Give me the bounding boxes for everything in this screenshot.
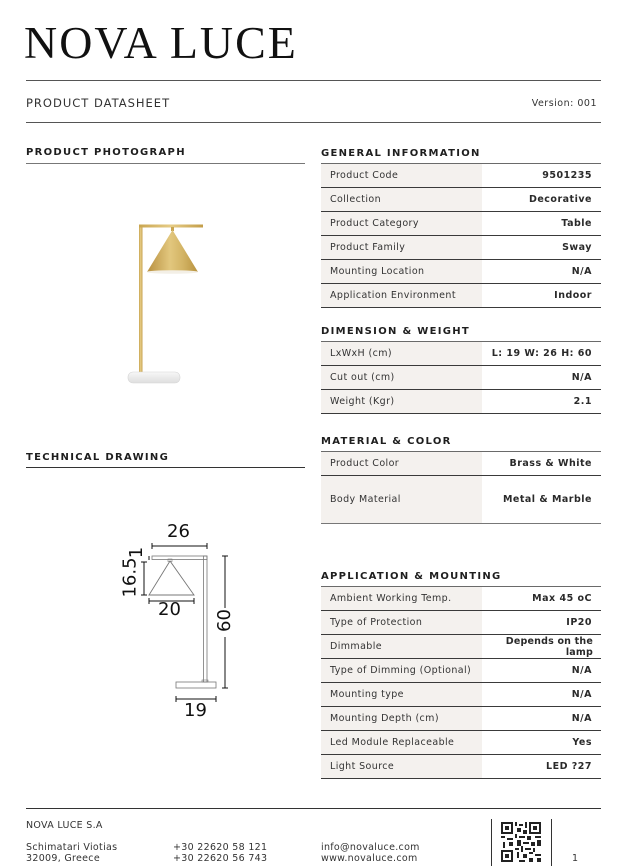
- row-value: Yes: [572, 737, 592, 748]
- row-label: Application Environment: [321, 284, 482, 307]
- dim-width-top: 26: [167, 521, 190, 542]
- page-title: PRODUCT DATASHEET: [26, 96, 171, 110]
- footer-address-line2: 32009, Greece: [26, 853, 100, 864]
- general-information-table: [321, 163, 601, 308]
- row-label: Led Module Replaceable: [321, 731, 482, 754]
- dim-shade-width: 20: [158, 599, 181, 620]
- row-label: Product Color: [321, 452, 482, 475]
- product-photo: [120, 215, 215, 390]
- row-value: Indoor: [554, 290, 592, 301]
- row-label: Cut out (cm): [321, 366, 482, 389]
- row-value: N/A: [571, 689, 592, 700]
- drawing-divider: [26, 467, 305, 468]
- row-value: Decorative: [528, 194, 592, 205]
- row-value: N/A: [571, 266, 592, 277]
- table-row: [321, 366, 601, 390]
- row-label: Weight (Kgr): [321, 390, 482, 413]
- row-value: N/A: [571, 713, 592, 724]
- table-row: [321, 212, 601, 236]
- row-value: Brass & White: [509, 458, 592, 469]
- row-value: L: 19 W: 26 H: 60: [491, 348, 592, 359]
- row-value: N/A: [571, 372, 592, 383]
- footer-divider: [26, 808, 601, 809]
- row-value: Max 45 oC: [532, 593, 592, 604]
- row-label: Ambient Working Temp.: [321, 587, 482, 610]
- table-row: [321, 707, 601, 731]
- row-value: 2.1: [573, 396, 592, 407]
- row-value: N/A: [571, 665, 592, 676]
- page-number: 1: [572, 853, 579, 864]
- row-label: Body Material: [321, 476, 482, 523]
- row-value: Depends on the lamp: [505, 635, 593, 658]
- row-label: Product Code: [321, 164, 482, 187]
- footer-address-line1: Schimatari Viotias: [26, 842, 118, 853]
- row-label: Mounting Depth (cm): [321, 707, 482, 730]
- row-label: Dimmable: [321, 635, 482, 658]
- row-value: Metal & Marble: [502, 494, 592, 505]
- table-row: [321, 341, 601, 366]
- dim-shade-height: 16.5: [119, 557, 141, 598]
- table-row: [321, 683, 601, 707]
- footer-company: NOVA LUCE S.A: [26, 820, 103, 831]
- footer-website[interactable]: www.novaluce.com: [321, 853, 418, 864]
- application-mounting-table: [321, 586, 601, 779]
- lamp-shade-rim: [147, 270, 198, 274]
- table-row: [321, 755, 601, 779]
- row-label: Product Category: [321, 212, 482, 235]
- table-row: [321, 451, 601, 476]
- row-value: IP20: [566, 617, 592, 628]
- dimension-weight-table: [321, 341, 601, 414]
- version-label: Version: 001: [531, 98, 597, 109]
- qr-code-icon: [501, 822, 541, 862]
- dim-base-width: 19: [184, 700, 207, 721]
- row-label: Type of Protection: [321, 611, 482, 634]
- row-value: LED ?27: [546, 761, 592, 772]
- row-label: Product Family: [321, 236, 482, 259]
- dimension-weight-title: DIMENSION & WEIGHT: [321, 326, 471, 337]
- row-label: Light Source: [321, 755, 482, 778]
- table-row: [321, 188, 601, 212]
- footer-email[interactable]: info@novaluce.com: [321, 842, 420, 853]
- table-row: [321, 611, 601, 635]
- footer-phone-2: +30 22620 56 743: [173, 853, 268, 864]
- table-row: [321, 390, 601, 414]
- table-row: [321, 163, 601, 188]
- table-row: [321, 586, 601, 611]
- material-color-title: MATERIAL & COLOR: [321, 436, 452, 447]
- material-color-table: [321, 451, 601, 524]
- table-row: [321, 236, 601, 260]
- brand-logo: NOVA LUCE: [24, 18, 298, 68]
- footer-phone-1: +30 22620 58 121: [173, 842, 268, 853]
- general-information-title: GENERAL INFORMATION: [321, 148, 481, 159]
- table-row: [321, 635, 601, 659]
- technical-drawing: [100, 515, 250, 725]
- dim-total-height: 60: [213, 609, 235, 632]
- photo-divider: [26, 163, 305, 164]
- product-photograph-title: PRODUCT PHOTOGRAPH: [26, 147, 186, 158]
- row-label: LxWxH (cm): [321, 342, 482, 365]
- row-value: Table: [561, 218, 592, 229]
- table-row: [321, 284, 601, 308]
- footer-separator-left: [491, 819, 492, 866]
- lamp-shade: [147, 230, 198, 272]
- row-label: Mounting type: [321, 683, 482, 706]
- technical-drawing-title: TECHNICAL DRAWING: [26, 452, 170, 463]
- row-label: Type of Dimming (Optional): [321, 659, 482, 682]
- dim-small-offset: 1: [126, 546, 148, 559]
- row-value: Sway: [562, 242, 592, 253]
- header-divider-bottom: [26, 122, 601, 123]
- table-row: [321, 659, 601, 683]
- row-label: Mounting Location: [321, 260, 482, 283]
- header-divider-top: [26, 80, 601, 81]
- lamp-stem: [139, 225, 143, 372]
- lamp-base: [128, 372, 180, 383]
- table-row: [321, 731, 601, 755]
- table-row: [321, 476, 601, 524]
- row-label: Collection: [321, 188, 482, 211]
- footer-separator-right: [551, 819, 552, 866]
- application-mounting-title: APPLICATION & MOUNTING: [321, 571, 502, 582]
- table-row: [321, 260, 601, 284]
- row-value: 9501235: [542, 170, 592, 181]
